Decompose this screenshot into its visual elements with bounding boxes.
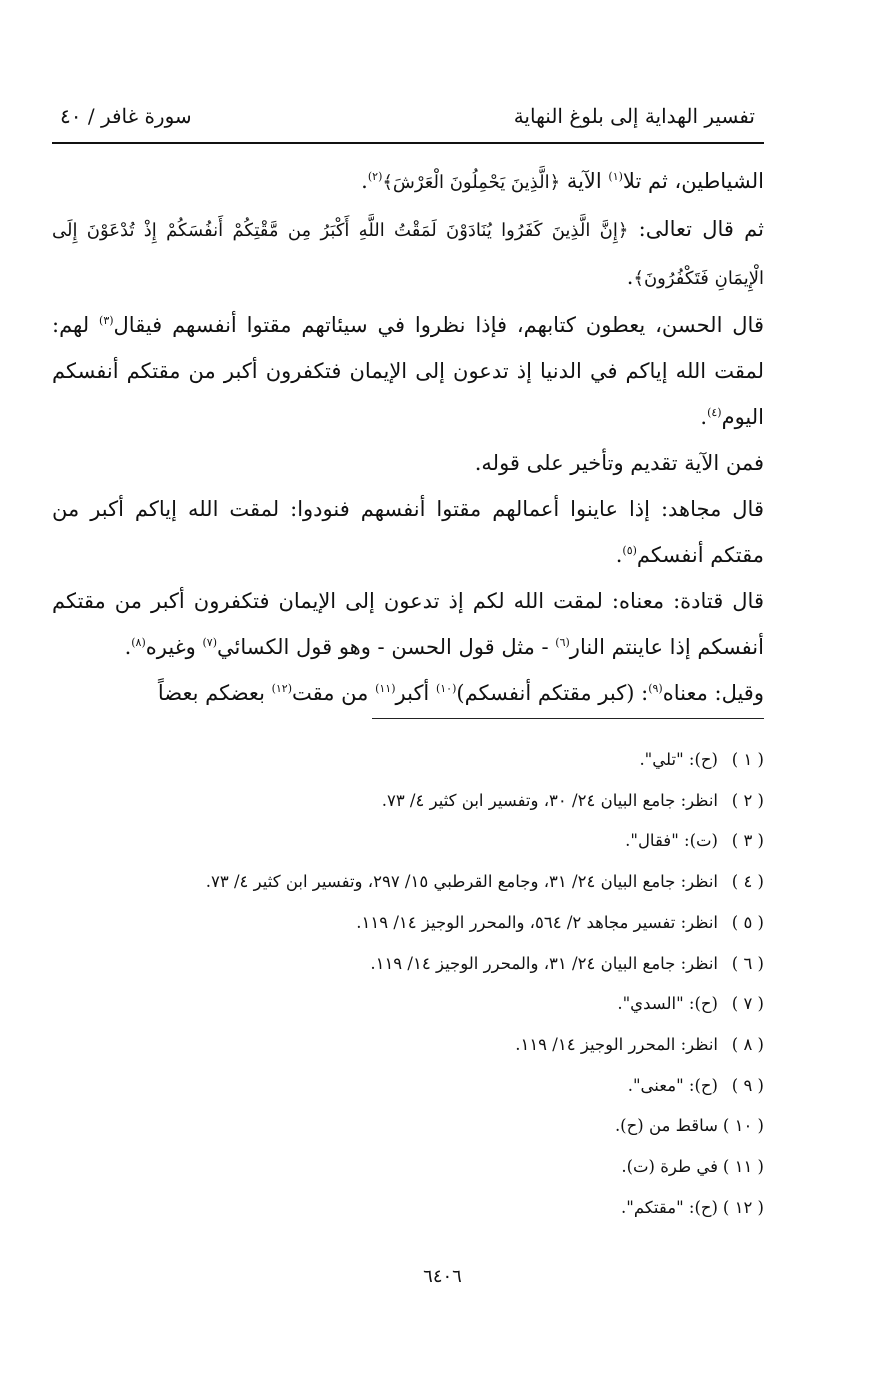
footnote-number: ( ١٠ ) — [722, 1116, 764, 1136]
footnote-number: ( ١٢ ) — [722, 1197, 764, 1217]
paragraph-7: وقيل: معناه$^{(٩)}$: (كبر مقتكم أنفسكم)$^{(١٠)}$ أكبر$^{(١١)}$ من مقت$^{(١٢)}$ بعضكم بعضاً — [157, 681, 764, 705]
footnote-ref: (١١) — [375, 682, 396, 695]
footnote-ref: (٤) — [707, 406, 722, 419]
footnote-item — [52, 862, 764, 903]
footnote-number: ( ٦ ) — [731, 953, 764, 973]
footnote-ref: (٣) — [99, 314, 114, 327]
footnote-ref: (٦) — [555, 636, 570, 649]
footnote-ref: (١) — [608, 170, 623, 183]
footnote-number: ( ٨ ) — [731, 1034, 764, 1054]
footnote-number: ( ١١ ) — [722, 1157, 764, 1177]
footnote-ref: (٨) — [131, 636, 146, 649]
footnote-text: في طرة (ت). — [621, 1157, 718, 1177]
footnote-text: انظر: جامع البيان ٢٤/ ٣١، والمحرر الوجيز ١٤/ ١١٩. — [370, 953, 718, 973]
footnote-text: (ح): "السدي". — [617, 994, 718, 1014]
footnote-item — [52, 1188, 764, 1229]
footnote-item — [52, 984, 764, 1025]
footnote-number: ( ٣ ) — [731, 831, 764, 851]
quran-quote: ﴿الَّذِينَ يَحْمِلُونَ الْعَرْشَ﴾ — [382, 172, 561, 193]
footnote-text: انظر: تفسير مجاهد ٢/ ٥٦٤، والمحرر الوجيز ١٤/ ١١٩. — [356, 912, 718, 932]
quran-quote: ﴿إِنَّ الَّذِينَ كَفَرُوا يُنَادَوْنَ لَمَقْتُ اللَّهِ أَكْبَرُ مِن مَّقْتِكُمْ أَنفُسَكُمْ إِذْ تُدْعَوْنَ إِلَى الْإِيمَانِ فَتَكْفُرُونَ﴾ — [52, 220, 764, 289]
footnote-text: انظر: جامع البيان ٢٤/ ٣٠، وتفسير ابن كثير ٤/ ٧٣. — [381, 790, 718, 810]
page-number: ٦٤٠٦ — [423, 1266, 462, 1287]
footnote-text: (ت): "فقال". — [625, 831, 718, 851]
footnote-rule — [372, 718, 764, 719]
paragraph-3: قال الحسن، يعطون كتابهم، فإذا نظروا في سيئاتهم مقتوا أنفسهم فيقال$^{(٣)}$ لهم: لمقت الله إياكم في الدنيا إذ تدعون إلى الإيمان فتكفرون أكبر من مقتكم أنفسكم اليوم$^{(٤)}$. — [52, 313, 764, 429]
footnote-text: انظر: جامع البيان ٢٤/ ٣١، وجامع القرطبي ١٥/ ٢٩٧، وتفسير ابن كثير ٤/ ٧٣. — [205, 872, 718, 892]
footnote-item — [52, 1147, 764, 1188]
footnote-number: ( ١ ) — [731, 750, 764, 769]
footnote-ref: (١٠) — [435, 682, 457, 695]
footnote-ref: (٥) — [622, 544, 637, 557]
footnote-text: انظر: المحرر الوجيز ١٤/ ١١٩. — [515, 1034, 718, 1054]
running-header-surah: سورة غافر / ٤٠ — [60, 104, 192, 128]
header-rule — [52, 142, 764, 144]
footnote-number: ( ٥ ) — [731, 912, 764, 932]
paragraph-6: قال قتادة: معناه: لمقت الله لكم إذ تدعون إلى الإيمان فتكفرون أكبر من مقتكم أنفسكم إذا عاينتم النار$^{(٦)}$ - مثل قول الحسن - وهو قول الكسائي$^{(٧)}$ وغيره$^{(٨)}$. — [52, 589, 764, 659]
paragraph-2: ثم قال تعالى: ﴿إِنَّ الَّذِينَ كَفَرُوا يُنَادَوْنَ لَمَقْتُ اللَّهِ أَكْبَرُ مِن مَّقْتِكُمْ أَنفُسَكُمْ إِذْ تُدْعَوْنَ إِلَى الْإِيمَانِ فَتَكْفُرُونَ﴾. — [52, 217, 764, 289]
footnote-text: (ح): "مقتكم". — [620, 1197, 718, 1217]
footnote-number: ( ٢ ) — [731, 790, 764, 810]
footnote-item — [52, 821, 764, 862]
footnote-item — [52, 1066, 764, 1107]
footnote-text: ساقط من (ح). — [614, 1116, 718, 1136]
footnote-ref: (٩) — [648, 682, 663, 695]
footnote-number: ( ٧ ) — [731, 994, 764, 1014]
footnote-item — [52, 1106, 764, 1147]
footnote-item — [52, 740, 764, 781]
paragraph-4: فمن الآية تقديم وتأخير على قوله. — [474, 451, 764, 475]
footnote-number: ( ٤ ) — [731, 872, 764, 892]
footnotes-list — [52, 740, 764, 1228]
footnote-item — [52, 1025, 764, 1066]
paragraph-5: قال مجاهد: إذا عاينوا أعمالهم مقتوا أنفسهم فنودوا: لمقت الله إياكم أكبر من مقتكم أنفسكم$^{(٥)}$. — [52, 497, 764, 567]
main-text — [52, 158, 764, 716]
footnote-ref: (٢) — [367, 170, 383, 183]
footnote-item — [52, 944, 764, 985]
footnote-text: (ح): "تلي". — [639, 750, 718, 769]
footnote-number: ( ٩ ) — [731, 1075, 764, 1095]
footnote-ref: (٧) — [202, 636, 218, 649]
running-header-title: تفسير الهداية إلى بلوغ النهاية — [513, 104, 755, 128]
footnote-text: (ح): "معنى". — [627, 1075, 718, 1095]
footnote-ref: (١٢) — [271, 682, 293, 695]
footnote-item — [52, 903, 764, 944]
paragraph-1: الشياطين، ثم تلا$^{(١)}$ الآية ﴿الَّذِينَ يَحْمِلُونَ الْعَرْشَ﴾$^{(٢)}$. — [361, 169, 764, 193]
footnote-item — [52, 781, 764, 822]
